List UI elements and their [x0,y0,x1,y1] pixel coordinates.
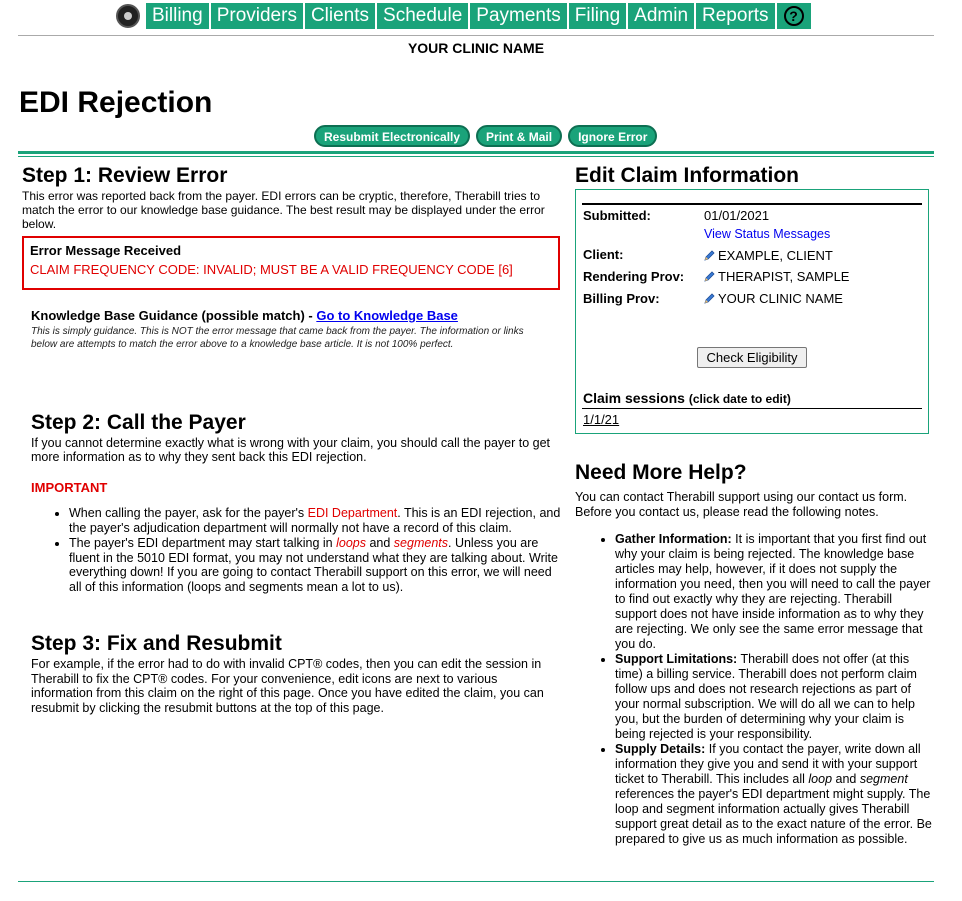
nav-item-reports[interactable]: Reports [696,3,777,29]
billing-value: YOUR CLINIC NAME [718,291,843,306]
list-item: • Support Limitations: Therabill does not offer (at this time) a billing service. Therabill does not perform claim follow ups and does not research rejections as part of your normal subscription. We will do all we can to help you, but the burden of determining why your claim is being rejected is your responsibility. [615,652,935,742]
divider [582,408,922,409]
ignore-error-button[interactable]: Ignore Error [568,125,657,147]
step1-text: This error was reported back from the payer. EDI errors can be cryptic, therefore, Therabill tries to match the error to our knowledge base guidance. The best result may be displayed under the error below. [22,189,545,231]
submitted-value: 01/01/2021 [704,208,770,223]
list-item: • Supply Details: If you contact the payer, write down all information they give you and send it with your support ticket to Therabill. This includes all loop and segment references the payer's EDI department might supply. The loop and segment information actually gives Therabill support great detail as to the exact nature of the error. Be prepared to give us as much information as possible. [615,742,935,847]
step2-heading: Step 2: Call the Payer [31,411,246,434]
billing-label: Billing Prov: [583,291,660,306]
error-message: CLAIM FREQUENCY CODE: INVALID; MUST BE A VALID FREQUENCY CODE [6] [30,262,513,277]
divider [18,156,934,157]
kb-title: Knowledge Base Guidance (possible match) - [31,308,317,323]
help-heading: Need More Help? [575,461,747,484]
client-label: Client: [583,247,624,262]
step2-list [31,506,561,595]
billing-field [704,291,843,306]
step3-heading: Step 3: Fix and Resubmit [31,632,282,655]
help-intro: You can contact Therabill support using our contact us form. Before you contact us, please read the following notes. [575,490,908,519]
nav-menu [146,3,811,29]
rendering-field [704,269,849,284]
help-icon: ? [784,6,804,26]
divider [18,881,934,882]
nav-item-billing[interactable]: Billing [146,3,211,29]
divider [582,203,922,205]
session-date-link[interactable]: 1/1/21 [583,412,620,427]
action-bar [314,125,657,147]
help-list [575,532,935,847]
list-item: • Gather Information: It is important that you first find out why your claim is being rejected. The knowledge base articles may help, however, if it does not supply the information you need, then you will need to call the payer to find out exactly why they are rejecting. Therabill support does not have inside information as to why they are rejecting. We only see the same error message that you do. [615,532,935,652]
client-field [704,248,833,263]
clinic-name: YOUR CLINIC NAME [407,40,545,56]
pencil-icon[interactable] [704,270,716,282]
rendering-value: THERAPIST, SAMPLE [718,269,850,284]
kb-note: This is simply guidance. This is NOT the error message that came back from the payer. The information or links below are attempts to match the error above to a knowledge base article. It is not 100% perfect. [31,326,524,350]
logo-icon[interactable] [116,4,140,28]
divider [18,151,934,154]
nav-item-clients[interactable]: Clients [305,3,377,29]
error-box [22,236,560,290]
submitted-label: Submitted: [583,208,651,223]
help-button[interactable] [777,3,811,29]
divider [18,35,934,36]
nav-item-admin[interactable]: Admin [628,3,696,29]
nav-item-filing[interactable]: Filing [569,3,628,29]
pencil-icon[interactable] [704,292,716,304]
error-label: Error Message Received [30,243,182,258]
nav-item-payments[interactable]: Payments [470,3,568,29]
step1-heading: Step 1: Review Error [22,164,228,187]
nav-item-providers[interactable]: Providers [211,3,305,29]
print-mail-button[interactable]: Print & Mail [476,125,562,147]
sessions-heading: Claim sessions (click date to edit) [583,390,791,406]
claim-heading: Edit Claim Information [575,164,800,187]
claim-panel [575,189,929,434]
client-value: EXAMPLE, CLIENT [718,248,833,263]
nav-item-schedule[interactable]: Schedule [377,3,470,29]
important-label: IMPORTANT [31,480,108,495]
list-item: • When calling the payer, ask for the payer's EDI Department. This is an EDI rejection, and the payer's adjudication department will normally not have a record of this claim. [69,506,561,535]
rendering-label: Rendering Prov: [583,269,685,284]
top-nav [116,3,811,29]
pencil-icon[interactable] [704,249,716,261]
list-item: • The payer's EDI department may start talking in loops and segments. Unless you are fluent in the 5010 EDI format, you may not understand what they are talking about. Write everything down! If you are going to contact Therabill support on this error, we will need all of this information (loops and segments mean a lot to us). [69,536,561,594]
page-title: EDI Rejection [19,86,213,119]
step3-text: For example, if the error had to do with invalid CPT® codes, then you can edit the session in Therabill to fix the CPT® codes. For your convenience, edit icons are next to various information from this claim on the right of this page. Once you have edited the claim, you can resubmit by clicking the resubmit buttons at the top of this page. [31,657,544,715]
view-status-link[interactable]: View Status Messages [704,227,831,241]
resubmit-electronically-button[interactable]: Resubmit Electronically [314,125,470,147]
check-eligibility-button[interactable]: Check Eligibility [697,347,807,368]
step2-text: If you cannot determine exactly what is wrong with your claim, you should call the payer to get more information as to why they sent back this EDI rejection. [31,436,551,464]
kb-guidance [31,308,458,323]
kb-link[interactable]: Go to Knowledge Base [316,308,458,323]
